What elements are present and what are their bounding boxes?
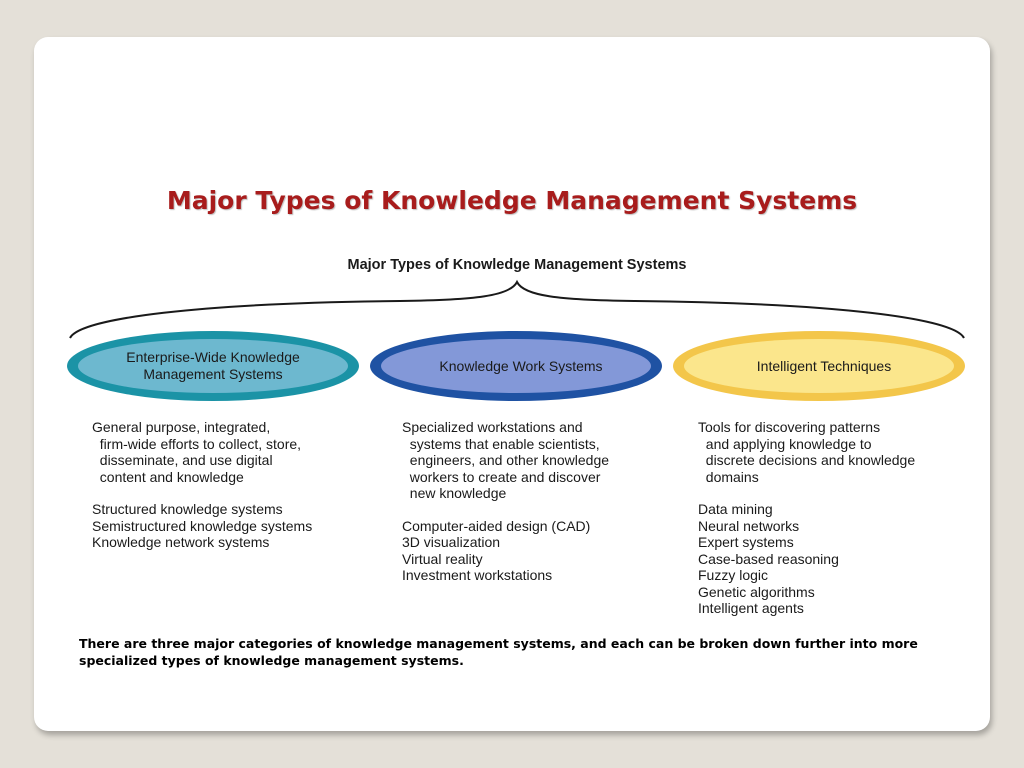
list-item: Virtual reality [402, 550, 483, 567]
category-description: General purpose, integrated, firm-wide efforts to collect, store, disseminate, and use digital content and knowledge [92, 419, 302, 485]
list-item: Semistructured knowledge systems [92, 517, 313, 534]
list-item: Data mining [698, 501, 773, 517]
category-description: Tools for discovering patterns and applying knowledge to discrete decisions and knowledge domains [698, 419, 916, 485]
list-item: Intelligent agents [698, 600, 804, 616]
list-item: Neural networks [698, 517, 800, 534]
list-item: Investment workstations [402, 567, 553, 583]
category-label-knowledge-work: Knowledge Work Systems [439, 357, 603, 374]
category-description: Specialized workstations and systems that enable scientists, engineers, and other knowledge workers to create and discover new knowledge [402, 419, 610, 501]
list-item: Case-based reasoning [698, 550, 839, 567]
list-item: Fuzzy logic [698, 567, 769, 583]
category-brace [70, 282, 964, 338]
list-item: Genetic algorithms [698, 583, 815, 600]
category-column-knowledge-work [402, 419, 609, 584]
slide-title: Major Types of Knowledge Management Systems [166, 186, 858, 215]
list-item: 3D visualization [402, 534, 501, 550]
diagram-title: Major Types of Knowledge Management Systems [347, 257, 687, 273]
category-item-list [402, 518, 609, 584]
list-item: Structured knowledge systems [92, 501, 283, 517]
figure-caption: There are three major categories of knowledge management systems, and each can be broken down further into more specialized types of knowledge management systems. [79, 636, 918, 668]
category-label-enterprise: Enterprise-Wide Knowledge Management Systems [126, 349, 300, 382]
list-item: Knowledge network systems [92, 534, 270, 550]
list-item: Expert systems [698, 534, 794, 550]
list-item: Computer-aided design (CAD) [402, 517, 591, 534]
category-item-list [698, 501, 915, 617]
category-label-intelligent: Intelligent Techniques [756, 357, 892, 374]
category-column-enterprise [92, 419, 312, 551]
category-column-intelligent [698, 419, 915, 617]
category-item-list [92, 501, 312, 551]
